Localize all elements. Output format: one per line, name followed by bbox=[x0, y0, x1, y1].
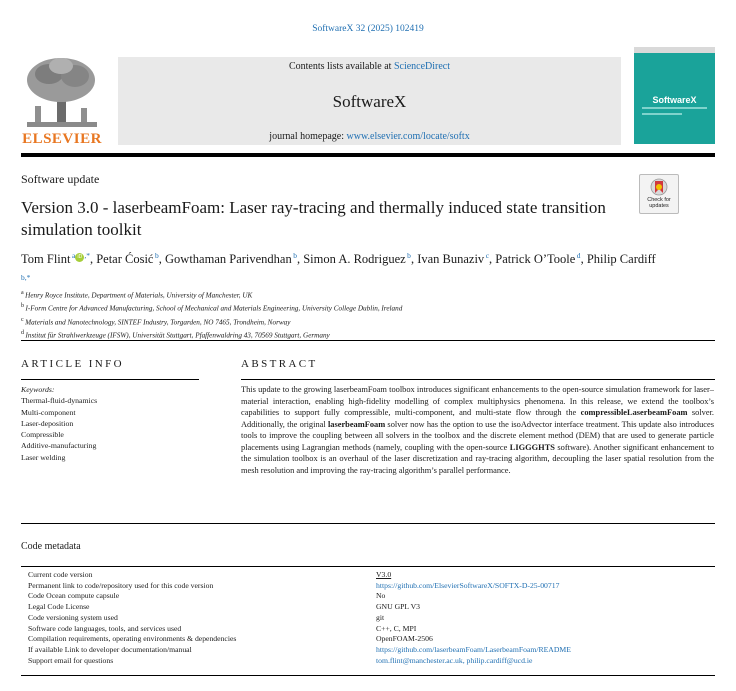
metadata-row bbox=[28, 634, 718, 645]
metadata-value[interactable]: V3.0 bbox=[376, 570, 392, 579]
affiliation-list bbox=[21, 288, 661, 342]
metadata-value: git bbox=[376, 612, 385, 622]
code-metadata-top-rule bbox=[21, 566, 715, 567]
homepage-prefix: journal homepage: bbox=[269, 131, 347, 142]
author-affiliation-mark[interactable]: c bbox=[484, 251, 490, 260]
article-info-rule bbox=[21, 379, 199, 380]
abstract-heading: ABSTRACT bbox=[241, 358, 318, 370]
contents-line bbox=[118, 61, 621, 72]
header-rule bbox=[21, 153, 715, 157]
metadata-value: GNU GPL V3 bbox=[376, 602, 420, 612]
check-updates-label: Check for updates bbox=[647, 197, 671, 209]
affiliation-text: Institut für Strahlwerkzeuge (IFSW), Universität Stuttgart, Pfaffenwaldring 43, 70569 Stuttgart, Germany bbox=[25, 331, 330, 340]
keywords-block bbox=[21, 384, 221, 463]
homepage-link[interactable]: www.elsevier.com/locate/softx bbox=[346, 131, 470, 142]
article-info-heading: ARTICLE INFO bbox=[21, 358, 124, 370]
keyword-item: Laser-deposition bbox=[21, 418, 74, 428]
section-divider bbox=[21, 340, 715, 341]
metadata-row bbox=[28, 613, 718, 624]
abstract-emphasis: compressibleLaserbeamFoam bbox=[580, 408, 688, 418]
journal-banner bbox=[118, 57, 621, 145]
metadata-label: Code versioning system used bbox=[28, 612, 118, 622]
journal-citation[interactable]: SoftwareX 32 (2025) 102419 bbox=[312, 24, 424, 34]
keyword-item: Thermal-fluid-dynamics bbox=[21, 396, 98, 406]
affiliation-item bbox=[21, 315, 661, 328]
metadata-label: If available Link to developer documentation/manual bbox=[28, 644, 192, 654]
author-name[interactable]: Philip Cardiff bbox=[586, 252, 656, 267]
author-affiliation-mark[interactable]: b bbox=[153, 251, 159, 260]
metadata-value[interactable]: https://github.com/laserbeamFoam/LaserbeamFoam/README bbox=[376, 644, 571, 654]
metadata-label: Current code version bbox=[28, 570, 93, 579]
author-name[interactable]: Simon A. Rodriguez bbox=[303, 252, 406, 267]
elsevier-wordmark: ELSEVIER bbox=[22, 131, 102, 147]
metadata-label: Permanent link to code/repository used for this code version bbox=[28, 580, 214, 590]
author-name[interactable]: Patrick O’Toole bbox=[495, 252, 576, 267]
author-name[interactable]: Petar Ćosić bbox=[96, 252, 154, 267]
affiliation-item bbox=[21, 288, 661, 301]
affiliation-key: d bbox=[21, 330, 26, 337]
author-affiliation-mark[interactable]: b bbox=[291, 251, 297, 260]
code-metadata-heading: Code metadata bbox=[21, 541, 81, 552]
metadata-label: Legal Code License bbox=[28, 602, 90, 612]
affiliation-key: a bbox=[21, 290, 26, 296]
metadata-row bbox=[28, 602, 718, 613]
corresponding-author-mark[interactable]: ,* bbox=[84, 251, 90, 260]
author-affiliation-mark[interactable]: b bbox=[21, 251, 658, 282]
author-name[interactable]: Ivan Bunaziv bbox=[417, 252, 485, 267]
metadata-value: C++, C, MPI bbox=[376, 623, 417, 633]
keyword-item: Laser welding bbox=[21, 452, 66, 462]
affiliation-text: I-Form Centre for Advanced Manufacturing, School of Mechanical and Materials Engineering, University College Dublin, Ireland bbox=[25, 304, 403, 313]
author-affiliation-mark[interactable]: d bbox=[575, 251, 581, 260]
metadata-value[interactable]: tom.flint@manchester.ac.uk, philip.cardiff@ucd.ie bbox=[376, 655, 533, 665]
metadata-value: No bbox=[376, 591, 386, 601]
author-name[interactable]: Gowthaman Parivendhan bbox=[165, 252, 292, 267]
metadata-row bbox=[28, 624, 718, 635]
journal-name: SoftwareX bbox=[332, 92, 407, 111]
author-name[interactable]: Tom Flint bbox=[21, 252, 71, 267]
sciencedirect-link[interactable]: ScienceDirect bbox=[393, 61, 451, 72]
check-for-updates-button[interactable] bbox=[639, 174, 679, 214]
metadata-row bbox=[28, 581, 718, 592]
affiliation-key: c bbox=[21, 316, 26, 323]
metadata-row bbox=[28, 656, 718, 667]
author-affiliation-mark[interactable]: b bbox=[405, 251, 411, 260]
metadata-row bbox=[28, 570, 718, 581]
abstract-text: This update to the growing laserbeamFoam toolbox introduces significant enhancements to the open-source simulation framework for laser–material interaction, enabling high-fidelity modelling of complex multiphysics phenomena. In this release, we extend the toolbox’s capabilities to support fully compressible, multi-component, and multi-state flow through the compressibleLaserbeamFoam solver. Additionally, the original laserbeamFoam solver now has the option to use the isoAdvector interface treatment. This update also introduces tools to improve the coupling between all solvers in the toolbox and the discrete element method (DEM) that are used to generate particle placements using Lagrangian methods (namely, coupling with the open-source LIGGGHTS software). Another significant enhancement to the simulation toolbox is an overhaul of the laser discretization and ray-tracing algorithm, decoupling the laser spatial resolution from the mesh resolution and improving the ray-tracing algorithm’s parallel performance. bbox=[241, 385, 715, 475]
orcid-icon[interactable]: iD bbox=[75, 253, 84, 262]
code-metadata-bottom-rule bbox=[21, 675, 715, 676]
affiliation-text: Henry Royce Institute, Department of Materials, University of Manchester, UK bbox=[25, 291, 253, 300]
abstract-emphasis: LIGGGHTS bbox=[509, 442, 555, 452]
metadata-label: Code Ocean compute capsule bbox=[28, 591, 120, 601]
keyword-item: Compressible bbox=[21, 430, 64, 440]
abstract-emphasis: laserbeamFoam bbox=[327, 419, 386, 429]
metadata-value[interactable]: https://github.com/ElsevierSoftwareX/SOFTX-D-25-00717 bbox=[376, 580, 560, 590]
corresponding-author-mark[interactable]: ,* bbox=[24, 272, 31, 282]
keyword-item: Multi-component bbox=[21, 407, 76, 417]
metadata-label: Compilation requirements, operating environments & dependencies bbox=[28, 634, 237, 644]
metadata-row bbox=[28, 591, 718, 602]
metadata-row bbox=[28, 645, 718, 656]
journal-cover-image[interactable] bbox=[634, 47, 715, 144]
keywords-list bbox=[21, 395, 221, 463]
metadata-label: Support email for questions bbox=[28, 655, 114, 665]
metadata-value: OpenFOAM-2506 bbox=[376, 634, 433, 644]
keywords-label: Keywords: bbox=[21, 385, 55, 394]
cover-title: SoftwareX bbox=[652, 95, 697, 105]
author-list: Tom Flint $^a$ iD ,*, Petar Ćosić $^b$, Gowthaman Parivendhan $^b$, Simon A. Rodriguez $^b$, Ivan Bunaziv $^c$, Patrick O’Toole $^d$, Philip Cardiff $^{b,*}$ bbox=[21, 251, 658, 282]
bookmark-icon bbox=[650, 178, 668, 196]
affiliation-key: b bbox=[21, 303, 26, 310]
code-metadata-table bbox=[28, 570, 718, 666]
affiliation-text: Materials and Nanotechnology, SINTEF Industry, Torgarden, NO 7465, Trondheim, Norway bbox=[25, 318, 291, 327]
homepage-line bbox=[118, 131, 621, 142]
affiliation-item bbox=[21, 301, 661, 314]
abstract-bottom-rule bbox=[21, 523, 715, 524]
abstract-rule bbox=[241, 379, 715, 380]
article-section: Software update bbox=[21, 172, 100, 186]
metadata-label: Software code languages, tools, and services used bbox=[28, 623, 182, 633]
keyword-item: Additive-manufacturing bbox=[21, 441, 97, 451]
article-title: Version 3.0 - laserbeamFoam: Laser ray-tracing and thermally induced state transition simulation toolkit bbox=[21, 198, 606, 239]
contents-prefix: Contents lists available at bbox=[288, 61, 394, 72]
author-affiliation-mark[interactable]: a bbox=[70, 251, 76, 260]
